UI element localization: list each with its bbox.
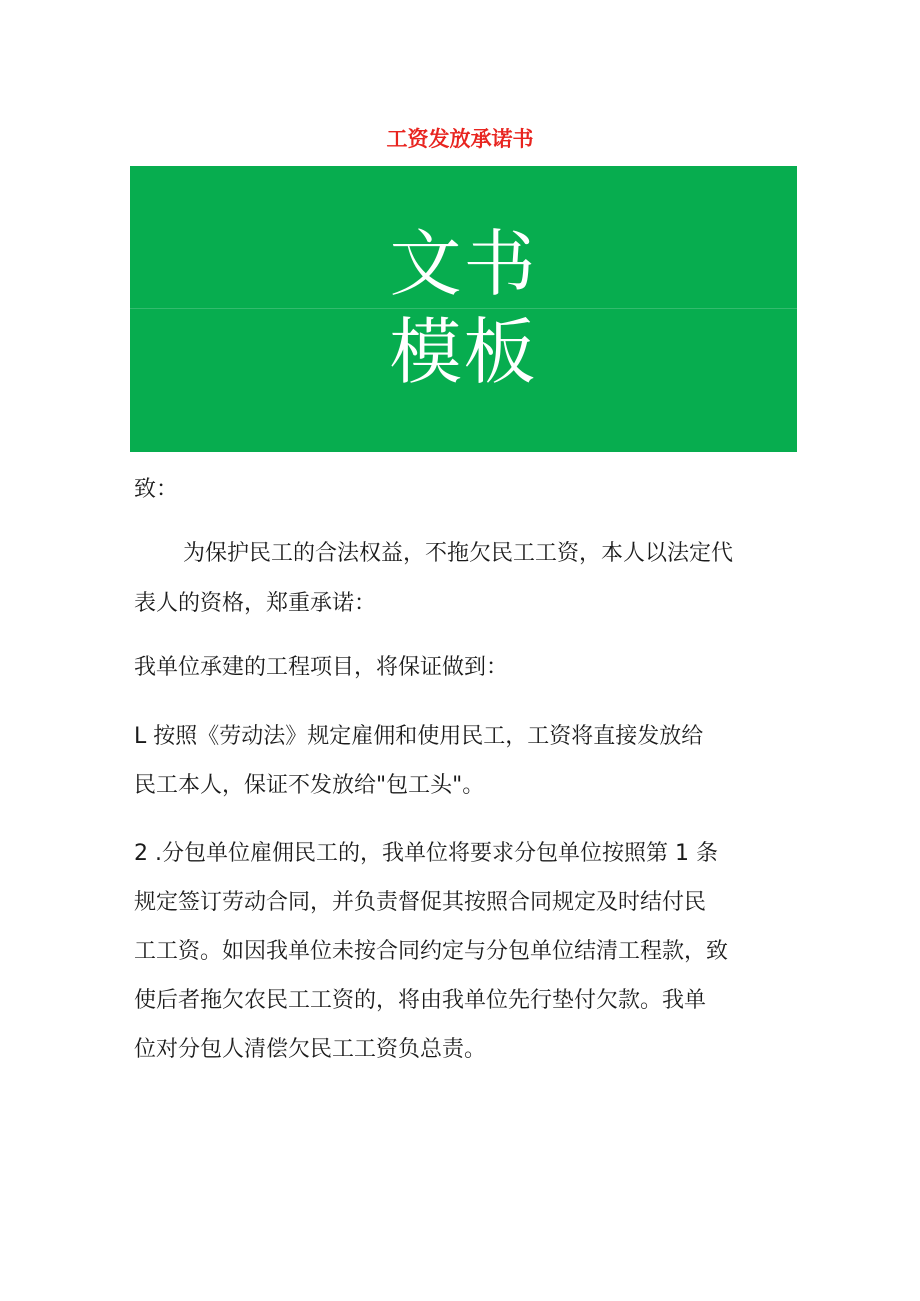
intro-line-2: 表人的资格，郑重承诺： [134,591,377,616]
item-1-line-1: L 按照《劳动法》规定雇佣和使用民工，工资将直接发放给 [134,724,704,749]
salutation: 致： [134,477,179,502]
item-2-line-2: 规定签订劳动合同，并负责督促其按照合同规定及时结付民 [134,890,707,915]
item-1-line-2: 民工本人，保证不发放给"包工头"。 [134,773,485,798]
template-banner [130,166,797,452]
document-title: 工资发放承诺书 [386,127,534,151]
item-2-line-4: 使后者拖欠农民工工资的，将由我单位先行垫付欠款。我单 [134,988,707,1013]
item-2-line-1: 2 .分包单位雇佣民工的，我单位将要求分包单位按照第 1 条 [134,841,718,866]
item-2-line-5: 位对分包人清偿欠民工工资负总责。 [134,1037,487,1062]
banner-text-line1: 文书 [389,222,538,306]
commitment-lead: 我单位承建的工程项目，将保证做到： [134,655,509,680]
banner-text-line2: 模板 [389,310,538,394]
item-2-line-3: 工工资。如因我单位未按合同约定与分包单位结清工程款，致 [134,939,729,964]
intro-line-1: 为保护民工的合法权益，不拖欠民工工资，本人以法定代 [183,541,734,566]
